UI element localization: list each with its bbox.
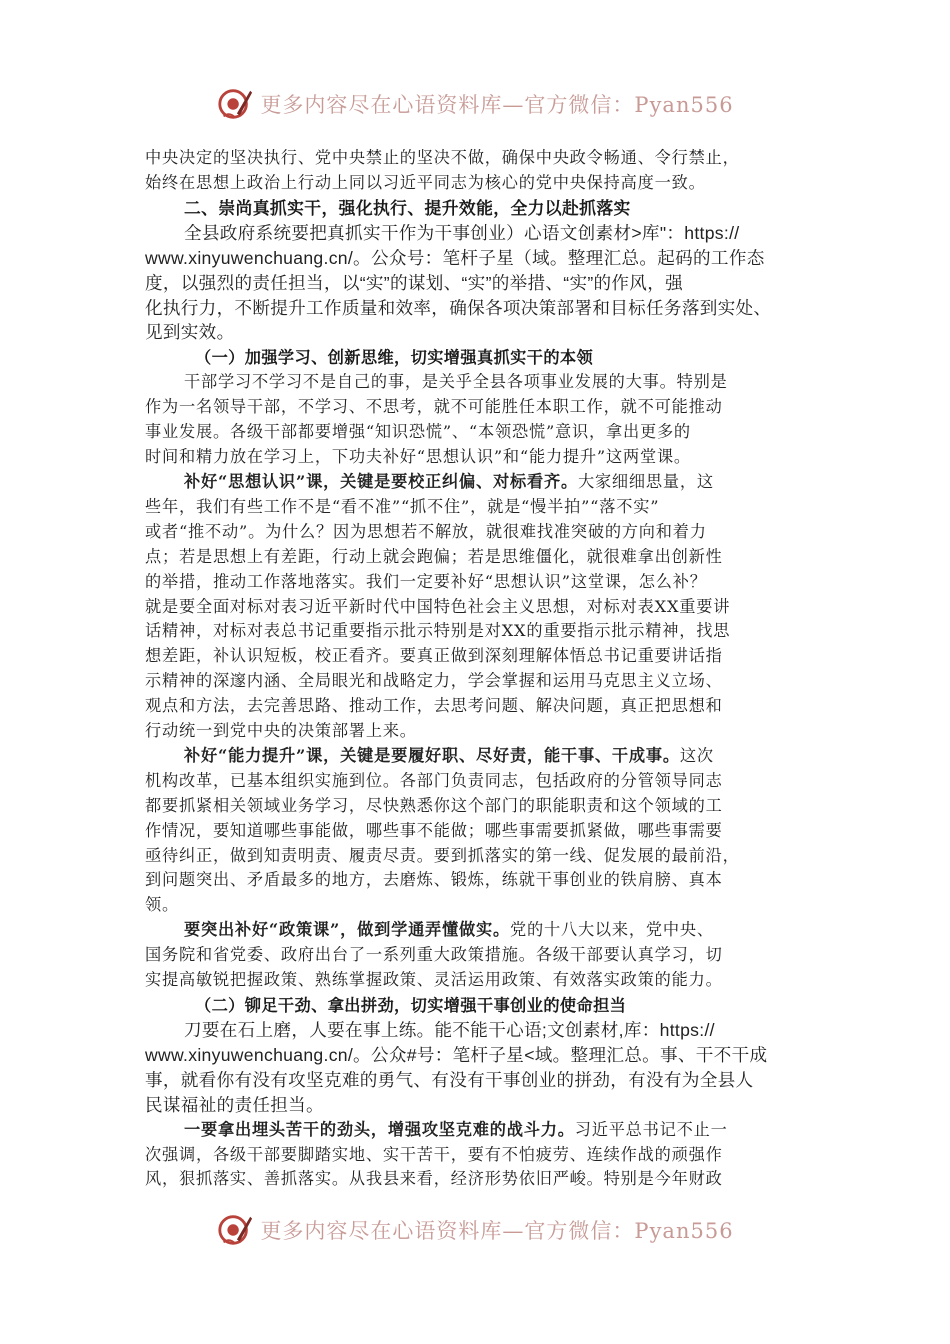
paragraph-line: 刀要在石上磨，人要在事上练。能不能干心语;文创素材,库：https:// <box>184 1020 715 1040</box>
footer-banner <box>0 1208 950 1252</box>
paragraph-line: 风，狠抓落实、善抓落实。从我县来看，经济形势依旧严峻。特别是今年财政 <box>145 1169 723 1189</box>
paragraph-line <box>145 1118 817 1143</box>
paragraph-line: 中央决定的坚决执行、党中央禁止的坚决不做，确保中央政令畅通、令行禁止， <box>145 148 740 167</box>
paragraph-line: 些年，我们有些工作不是“看不准”“抓不住”，就是“慢半拍”“落不实” <box>145 496 660 516</box>
paragraph-line: 示精神的深邃内涵、全局眼光和战略定力，学会掌握和运用马克思主义立场、 <box>145 671 723 691</box>
header-banner <box>0 82 950 126</box>
paragraph-line: 次强调，各级干部要脚踏实地、实干苦干，要有不怕疲劳、连续作战的顽强作 <box>145 1144 723 1164</box>
lead-rest: 大家细细思量，这 <box>577 471 714 491</box>
paragraph-line <box>145 470 817 495</box>
paragraph-line: 度，以强烈的责任担当，以“实”的谋划、“实”的举措、“实”的作风，强 <box>145 272 683 293</box>
bold-lead: 补好“能力提升”课，关键是要履好职、尽好责，能干事、干成事。 <box>184 745 680 765</box>
paragraph-line: 作为一名领导干部，不学习、不思考，就不可能胜任本职工作，就不可能推动 <box>145 397 723 417</box>
paragraph-line: 或者“推不动”。为什么？因为思想若不解放，就很难找准突破的方向和着力 <box>145 521 707 541</box>
paragraph-line: 机构改革，已基本组织实施到位。各部门负责同志，包括政府的分管领导同志 <box>145 770 723 790</box>
lead-rest: 这次 <box>679 745 714 765</box>
pen-seal-logo-icon <box>216 1211 254 1249</box>
paragraph-line: www.xinyuwenchuang.cn/。公众#号：笔杆子星<域。整理汇总。事、干不干成 <box>145 1044 768 1065</box>
paragraph-line: 全县政府系统要把真抓实干作为干事创业）心语文创素材>库"：https:// <box>184 222 740 243</box>
paragraph-line: 就是要全面对标对表习近平新时代中国特色社会主义思想，对标对表XX重要讲 <box>145 596 731 616</box>
subsection-heading: （二）铆足干劲、拿出拼劲，切实增强干事创业的使命担当 <box>195 996 627 1015</box>
paragraph-line: 见到实效。 <box>145 322 235 343</box>
lead-rest: 习近平总书记不止一 <box>574 1119 728 1139</box>
paragraph-line: 想差距，补认识短板，校正看齐。要真正做到深刻理解体悟总书记重要讲话指 <box>145 646 723 666</box>
paragraph-line: 行动统一到党中央的决策部署上来。 <box>145 721 417 741</box>
paragraph-line: 的举措，推动工作落地落实。我们一定要补好“思想认识”这堂课，怎么补？ <box>145 571 707 591</box>
paragraph-line: 国务院和省党委、政府出台了一系列重大政策措施。各级干部要认真学习，切 <box>145 945 723 965</box>
document-body <box>145 146 817 1192</box>
banner-text: 更多内容尽在心语资料库—官方微信：Pyan556 <box>260 1219 734 1243</box>
paragraph-line <box>145 744 817 769</box>
paragraph-line: 点；若是思想上有差距，行动上就会跑偏；若是思维僵化，就很难拿出创新性 <box>145 546 723 566</box>
subsection-heading: （一）加强学习、创新思维，切实增强真抓实干的本领 <box>195 348 594 368</box>
section-heading: 二、崇尚真抓实干，强化执行、提升效能，全力以赴抓落实 <box>184 197 631 218</box>
paragraph-line: 事，就看你有没有攻坚克难的勇气、有没有干事创业的拼劲，有没有为全县人 <box>145 1069 754 1090</box>
paragraph-line: 化执行力，不断提升工作质量和效率，确保各项决策部署和目标任务落到实处、 <box>145 297 772 318</box>
paragraph-line: 时间和精力放在学习上，下功夫补好“思想认识”和“能力提升”这两堂课。 <box>145 447 691 467</box>
paragraph-line: 始终在思想上政治上行动上同以习近平同志为核心的党中央保持高度一致。 <box>145 172 706 192</box>
paragraph-line: 作情况，要知道哪些事能做，哪些事不能做；哪些事需要抓紧做，哪些事需要 <box>145 820 723 840</box>
paragraph-line: 事业发展。各级干部都要增强“知识恐慌”、“本领恐慌”意识，拿出更多的 <box>145 422 691 442</box>
paragraph-line: 亟待纠正，做到知责明责、履责尽责。要到抓落实的第一线、促发展的最前沿， <box>145 845 740 865</box>
paragraph-line: 都要抓紧相关领域业务学习，尽快熟悉你这个部门的职能职责和这个领域的工 <box>145 795 723 815</box>
paragraph-line: www.xinyuwenchuang.cn/。公众号：笔杆子星（域。整理汇总。起码的工作态 <box>145 247 765 268</box>
lead-rest: 党的十八大以来，党中央、 <box>510 920 714 940</box>
paragraph-line <box>145 918 817 943</box>
paragraph-line: 民谋福祉的责任担当。 <box>145 1094 324 1115</box>
pen-seal-logo-icon <box>216 85 254 123</box>
paragraph-line: 话精神，对标对表总书记重要指示批示特别是对XX的重要指示批示精神，找思 <box>145 621 731 641</box>
paragraph-line: 到问题突出、矛盾最多的地方，去磨炼、锻炼，练就干事创业的铁肩膀、真本 <box>145 870 723 890</box>
paragraph-line: 实提高敏锐把握政策、熟练掌握政策、灵活运用政策、有效落实政策的能力。 <box>145 970 723 990</box>
paragraph-line: 领。 <box>145 895 179 915</box>
bold-lead: 要突出补好“政策课”，做到学通弄懂做实。 <box>184 920 510 940</box>
bold-lead: 一要拿出埋头苦干的劲头，增强攻坚克难的战斗力。 <box>184 1119 575 1139</box>
bold-lead: 补好“思想认识”课，关键是要校正纠偏、对标看齐。 <box>184 471 578 491</box>
paragraph-line: 干部学习不学习不是自己的事，是关乎全县各项事业发展的大事。特别是 <box>184 372 728 392</box>
banner-text: 更多内容尽在心语资料库—官方微信：Pyan556 <box>260 93 734 117</box>
paragraph-line: 观点和方法，去完善思路、推动工作，去思考问题、解决问题，真正把思想和 <box>145 696 723 716</box>
